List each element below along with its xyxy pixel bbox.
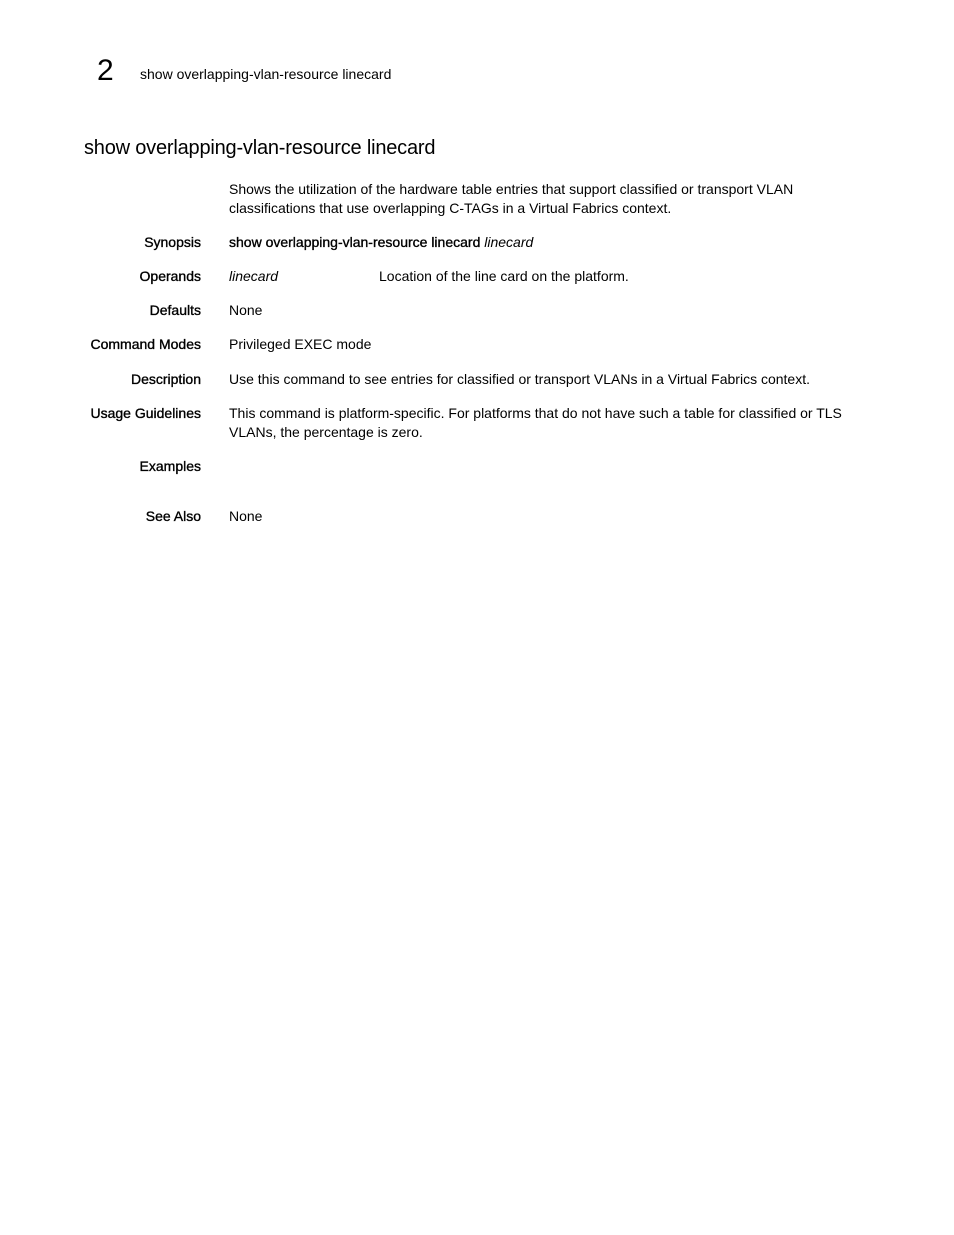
- synopsis-argument: linecard: [484, 234, 534, 250]
- examples-label: Examples: [139, 458, 201, 474]
- operand-description: Location of the line card on the platform.: [379, 268, 629, 284]
- usage-guidelines-text: This command is platform-specific. For platforms that do not have such a table for classified or TLS VLANs, the percentage is zero.: [229, 405, 842, 440]
- see-also-label: See Also: [145, 508, 201, 524]
- description-text: Use this command to see entries for classified or transport VLANs in a Virtual Fabrics context.: [229, 371, 810, 387]
- usage-guidelines-label: Usage Guidelines: [90, 405, 201, 421]
- operand-name: linecard: [229, 268, 279, 284]
- command-modes-text: Privileged EXEC mode: [229, 336, 372, 352]
- defaults-label: Defaults: [149, 302, 201, 318]
- synopsis-label: Synopsis: [144, 234, 201, 250]
- running-header: show overlapping-vlan-resource linecard: [140, 66, 392, 82]
- synopsis-command: show overlapping-vlan-resource linecard: [229, 234, 481, 250]
- see-also-text: None: [229, 508, 263, 524]
- page-title: show overlapping-vlan-resource linecard: [84, 137, 436, 159]
- command-modes-label: Command Modes: [90, 336, 201, 352]
- defaults-text: None: [229, 302, 263, 318]
- synopsis-content: [229, 233, 879, 252]
- chapter-number: 2: [97, 54, 114, 87]
- operands-label: Operands: [139, 268, 201, 284]
- intro-paragraph: Shows the utilization of the hardware table entries that support classified or transport VLAN classifications that use overlapping C-TAGs in a Virtual Fabrics context.: [229, 181, 794, 216]
- description-label: Description: [130, 371, 201, 387]
